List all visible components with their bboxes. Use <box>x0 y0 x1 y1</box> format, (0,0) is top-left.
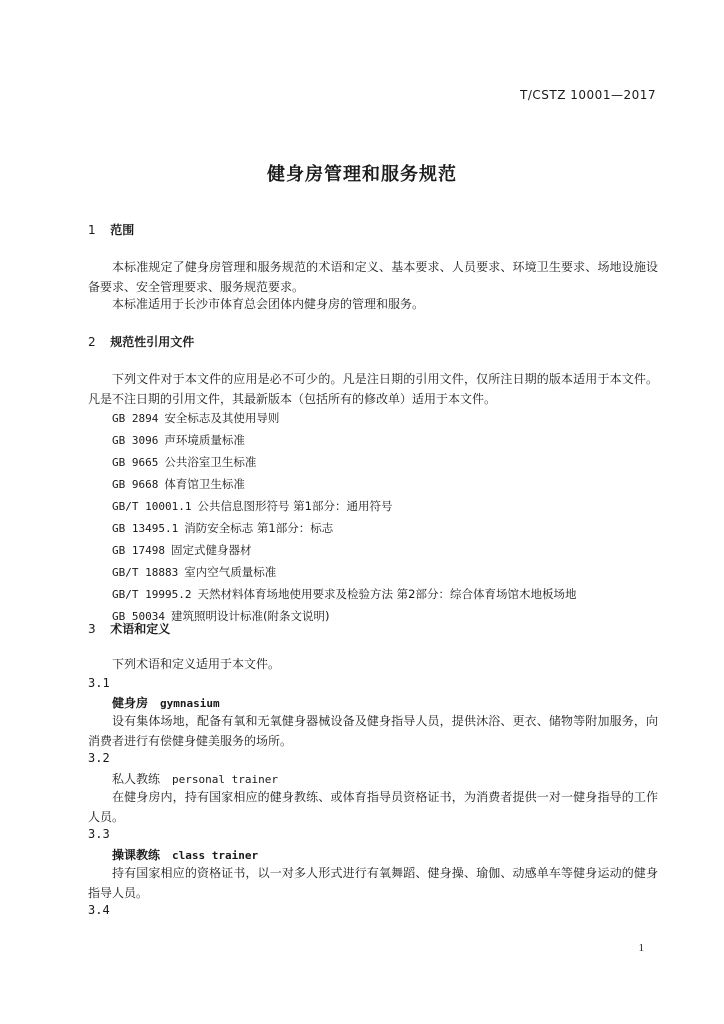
term-chinese: 操课教练 <box>112 848 161 862</box>
section-title: 术语和定义 <box>110 622 171 636</box>
reference-title: 安全标志及其使用导则 <box>164 411 280 425</box>
section-3-heading <box>88 620 170 637</box>
section-number: 1 <box>88 223 96 237</box>
reference-title: 天然材料体育场地使用要求及检验方法 第2部分：综合体育场馆木地板场地 <box>197 587 577 601</box>
reference-title: 声环境质量标准 <box>164 433 245 447</box>
term-number: 3.2 <box>88 751 110 765</box>
reference-code: GB/T 10001.1 <box>112 500 192 513</box>
reference-item <box>112 542 251 558</box>
term-chinese: 健身房 <box>112 696 149 710</box>
reference-item <box>112 476 245 492</box>
reference-code: GB/T 19995.2 <box>112 588 192 601</box>
paragraph: 下列术语和定义适用于本文件。 <box>112 657 281 671</box>
section-title: 规范性引用文件 <box>110 335 195 349</box>
reference-title: 室内空气质量标准 <box>184 565 277 579</box>
term-definition: 持有国家相应的资格证书，以一对多人形式进行有氧舞蹈、健身操、瑜伽、动感单车等健身运动的健身指导人员。 <box>88 866 658 900</box>
reference-title: 公共信息图形符号 第1部分：通用符号 <box>197 499 393 513</box>
term-english: personal trainer <box>172 773 278 786</box>
reference-code: GB 9665 <box>112 456 159 469</box>
section-number: 2 <box>88 335 96 349</box>
reference-item <box>112 586 576 602</box>
term-number: 3.3 <box>88 827 110 841</box>
section-title: 范围 <box>110 223 135 237</box>
reference-code: GB 2894 <box>112 412 159 425</box>
reference-code: GB 9668 <box>112 478 159 491</box>
reference-item <box>112 564 276 580</box>
reference-code: GB 3096 <box>112 434 159 447</box>
term-number: 3.1 <box>88 676 110 690</box>
term-chinese: 私人教练 <box>112 772 161 786</box>
term-heading <box>112 770 278 787</box>
term-heading <box>112 694 220 711</box>
reference-item <box>112 432 245 448</box>
term-definition: 在健身房内，持有国家相应的健身教练、或体育指导员资格证书，为消费者提供一对一健身指导的工作人员。 <box>88 790 658 824</box>
reference-title: 公共浴室卫生标准 <box>164 455 257 469</box>
reference-title: 体育馆卫生标准 <box>164 477 245 491</box>
reference-item <box>112 454 256 470</box>
reference-code: GB 13495.1 <box>112 522 179 535</box>
reference-title: 建筑照明设计标准(附条文说明) <box>170 609 330 623</box>
page-title: 健身房管理和服务规范 <box>267 164 457 185</box>
paragraph: 本标准适用于长沙市体育总会团体内健身房的管理和服务。 <box>112 297 425 311</box>
paragraph: 本标准规定了健身房管理和服务规范的术语和定义、基本要求、人员要求、环境卫生要求、场地设施设备要求、安全管理要求、服务规范要求。 <box>88 260 658 294</box>
page-number: 1 <box>638 942 644 954</box>
reference-code: GB 17498 <box>112 544 165 557</box>
term-english: class trainer <box>172 849 259 862</box>
reference-item <box>112 520 333 536</box>
reference-title: 消防安全标志 第1部分：标志 <box>184 521 334 535</box>
term-english: gymnasium <box>160 697 220 710</box>
paragraph: 下列文件对于本文件的应用是必不可少的。凡是注日期的引用文件，仅所注日期的版本适用于本文件。凡是不注日期的引用文件，其最新版本（包括所有的修改单）适用于本文件。 <box>88 372 658 406</box>
reference-title: 固定式健身器材 <box>170 543 252 557</box>
section-1-heading <box>88 221 134 238</box>
reference-code: GB 50034 <box>112 610 165 623</box>
term-number: 3.4 <box>88 903 110 917</box>
reference-code: GB/T 18883 <box>112 566 179 579</box>
term-definition: 设有集体场地，配备有氧和无氧健身器械设备及健身指导人员，提供沐浴、更衣、储物等附加服务，向消费者进行有偿健身健美服务的场所。 <box>88 714 658 748</box>
term-heading <box>112 846 258 863</box>
document-code: T/CSTZ 10001—2017 <box>520 88 656 102</box>
reference-item <box>112 498 392 514</box>
reference-item <box>112 410 279 426</box>
section-2-heading <box>88 333 194 350</box>
section-number: 3 <box>88 622 96 636</box>
